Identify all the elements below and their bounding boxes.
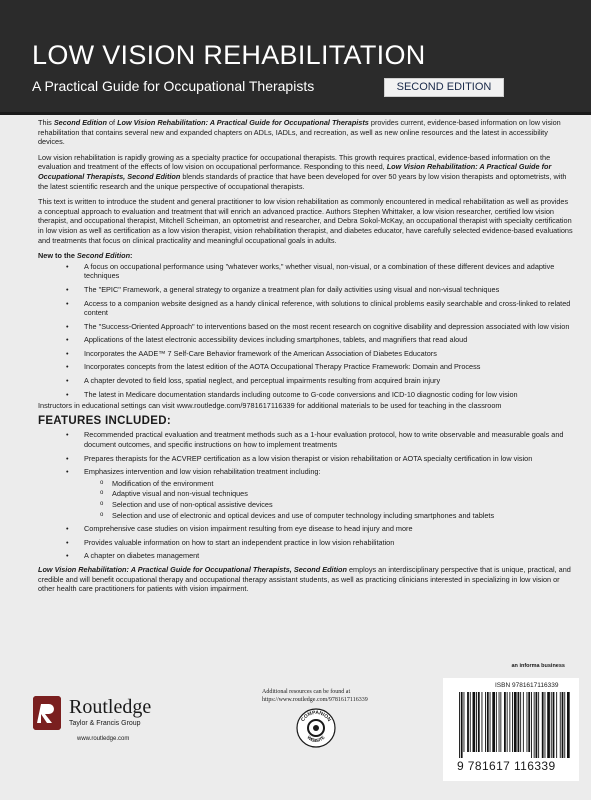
list-item: • The "Success-Oriented Approach" to interventions based on the most recent research on cognitive disability and depression associated with low vision	[84, 322, 574, 332]
closing-paragraph	[38, 565, 574, 594]
text: Additional resources can be found at	[262, 689, 351, 695]
barcode-bar	[509, 692, 510, 752]
additional-resources	[262, 688, 442, 704]
sublist-item: o Selection and use of electronic and optical devices and use of computer technology including smartphones and tablets	[112, 511, 574, 521]
back-cover-body	[38, 118, 574, 600]
barcode-bar	[499, 692, 500, 752]
text: employs an interdisciplinary perspective that is unique, practical, and credible and will benefit occupational therapy and occupational therapy assistant students, as well as practicing clinicians interested in specializing in low vision or other health care practitioners for patients with vision impairment.	[38, 564, 571, 594]
companion-label-1: COMPANION	[300, 709, 332, 723]
intro-paragraph-1	[38, 118, 574, 147]
routledge-logo-icon	[33, 696, 61, 730]
list-item: • Access to a companion website designed as a handy clinical reference, with solutions to clinical problems easily searchable and cross-linked to related content	[84, 299, 574, 318]
barcode-bar	[538, 692, 539, 758]
barcode-bar	[534, 692, 535, 758]
list-item: • Comprehensive case studies on vision impairment resulting from eye disease to head injury and more	[84, 524, 574, 534]
list-item: • A focus on occupational performance using "whatever works," whether visual, non-visual, or a combination of these different devices and adaptive techniques	[84, 262, 574, 281]
isbn-text: ISBN 9781617116339	[495, 682, 559, 689]
list-item: • A chapter devoted to field loss, spatial neglect, and perceptual impairments resulting from acquired brain injury	[84, 376, 574, 386]
barcode-bar	[504, 692, 506, 752]
barcode-block	[443, 678, 579, 781]
list-item: • The "EPIC" Framework, a general strategy to organize a treatment plan for daily activities using visual and non-visual techniques	[84, 285, 574, 295]
barcode-bar	[473, 692, 476, 752]
barcode-bar	[547, 692, 550, 758]
list-item: • Recommended practical evaluation and treatment methods such as a 1-hour evaluation protocol, how to write observable and measurable goals and document outcomes, and specific instructions on how to implement treatments	[84, 430, 574, 449]
features-list	[38, 430, 574, 561]
book-subtitle: A Practical Guide for Occupational Therapists	[32, 78, 315, 94]
text: New to the	[38, 251, 77, 261]
list-item: • The latest in Medicare documentation standards including outcome to G-code conversions and ICD-10 diagnostic coding for low vision	[84, 390, 574, 400]
barcode-bar	[512, 692, 513, 752]
sublist-item: o Selection and use of non-optical assistive devices	[112, 500, 574, 510]
barcode-bar	[567, 692, 570, 758]
list-item: • Applications of the latest electronic accessibility devices including smartphones, tablets, and magnifiers that read aloud	[84, 335, 574, 345]
barcode-bar	[527, 692, 528, 752]
barcode-bar	[531, 692, 532, 758]
barcode-bar	[490, 692, 491, 752]
barcode-icon	[457, 692, 571, 758]
features-sublist	[84, 479, 574, 520]
publisher-website: www.routledge.com	[77, 736, 130, 742]
text: Low vision rehabilitation is rapidly growing as a specialty practice for occupational therapists. This growth requires practical, evidence-based information on the evaluation and treatment of the effects of low vision on occupational performance. Responding to this need,	[38, 152, 551, 172]
text-em: Second Edition	[53, 118, 107, 127]
barcode-bar	[461, 692, 463, 758]
book-title: LOW VISION REHABILITATION	[32, 40, 426, 70]
text: :	[130, 251, 133, 261]
routledge-logo	[33, 696, 213, 736]
barcode-digits: 9 781617 116339	[457, 759, 556, 773]
barcode-bar	[536, 692, 538, 758]
barcode-bar	[459, 692, 460, 758]
companion-website-badge-icon	[296, 708, 336, 748]
barcode-bar	[560, 692, 561, 758]
list-item	[84, 467, 574, 520]
text: blends standards of practice that have been developed for over 50 years by low vision therapists and optometrists, with the latest scientific research and the unique perspective of occupational therapists.	[38, 171, 567, 191]
list-item: • Incorporates concepts from the latest edition of the AOTA Occupational Therapy Practice Framework: Domain and Process	[84, 362, 574, 372]
text-em: Low Vision Rehabilitation: A Practical Guide for Occupational Therapists, Second Edition	[38, 564, 347, 574]
new-to-heading	[38, 251, 574, 261]
barcode-bar	[564, 692, 565, 758]
barcode-bar	[476, 692, 477, 752]
text: provides current, evidence-based information on low vision rehabilitation that contains several new and expanded chapters on ADLs, IADLs, and recreation, as well as new online resources and the latest in accessibility devices.	[38, 118, 561, 147]
text-em: Low Vision Rehabilitation: A Practical Guide for Occupational Therapists, Second Edition	[38, 162, 552, 181]
barcode-bar	[556, 692, 557, 758]
features-heading: FEATURES INCLUDED:	[38, 414, 171, 427]
list-item: • Incorporates the AADE™ 7 Self-Care Behavior framework of the American Association of Diabetes Educators	[84, 349, 574, 359]
barcode-bar	[545, 692, 546, 758]
text: This	[38, 118, 54, 127]
barcode-bar	[518, 692, 520, 752]
barcode-bar	[482, 692, 483, 752]
barcode-bar	[562, 692, 564, 758]
informa-tagline: an informa business	[511, 663, 565, 669]
barcode-bar	[478, 692, 480, 752]
intro-paragraph-3: This text is written to introduce the student and general practitioner to low vision rehabilitation as commonly encountered in medical rehabilitation as well as provides a conceptual approach to evaluation and treatment that will enrich an advanced practice. Authors Stephen Whittaker, a low vision researcher, certified low vision therapist, and occupational therapist, Mitchell Scheiman, an optometrist and researcher, and Debra Sokol-McKay, an occupational therapist with specialty certification in low vision as well as certification as a low vision therapist, vision rehabilitation therapist, and diabetes educator, have carefully selected evidence-based evaluations and treatments that focus on clinical practicality and meaningful occupational goals in adults.	[38, 197, 573, 245]
barcode-bar	[470, 692, 471, 752]
companion-label-2: WEBSITE	[306, 734, 326, 744]
barcode-bar	[542, 692, 544, 758]
text-em: Low Vision Rehabilitation: A Practical Guide for Occupational Therapists	[117, 118, 369, 127]
barcode-bar	[523, 692, 524, 752]
publisher-sub: Taylor & Francis Group	[69, 720, 141, 727]
barcode-bar	[551, 692, 552, 758]
sublist-item: o Adaptive visual and non-visual techniques	[112, 489, 574, 499]
barcode-bar	[487, 692, 489, 752]
instructors-note: Instructors in educational settings can visit www.routledge.com/9781617116339 for additional materials to be used for teaching in the classroom	[38, 401, 502, 411]
text: https://www.routledge.com/9781617116339	[262, 697, 368, 703]
cover-header	[0, 0, 591, 115]
barcode-bar	[520, 692, 521, 752]
barcode-bar	[492, 692, 495, 752]
text: Emphasizes intervention and low vision rehabilitation treatment including:	[84, 467, 321, 477]
publisher-name: Routledge	[69, 696, 152, 718]
edition-badge: SECOND EDITION	[384, 78, 504, 97]
barcode-bar	[553, 692, 555, 758]
barcode-bar	[500, 692, 501, 752]
list-item: • Provides valuable information on how to start an independent practice in low vision rehabilitation	[84, 538, 574, 548]
barcode-bar	[528, 692, 530, 752]
barcode-bar	[507, 692, 508, 752]
intro-paragraph-2	[38, 153, 574, 191]
list-item: • Prepares therapists for the ACVREP certification as a low vision therapist or vision rehabilitation or AOTA specialty certification in low vision	[84, 454, 574, 464]
barcode-bar	[496, 692, 497, 752]
barcode-bar	[514, 692, 517, 752]
list-item: • A chapter on diabetes management	[84, 551, 574, 561]
new-to-list	[38, 262, 574, 400]
text: of	[106, 118, 118, 127]
barcode-bar	[467, 692, 469, 752]
barcode-bar	[485, 692, 486, 752]
barcode-bar	[464, 692, 465, 752]
sublist-item: o Modification of the environment	[112, 479, 574, 489]
text-em: Second Edition	[76, 251, 131, 261]
